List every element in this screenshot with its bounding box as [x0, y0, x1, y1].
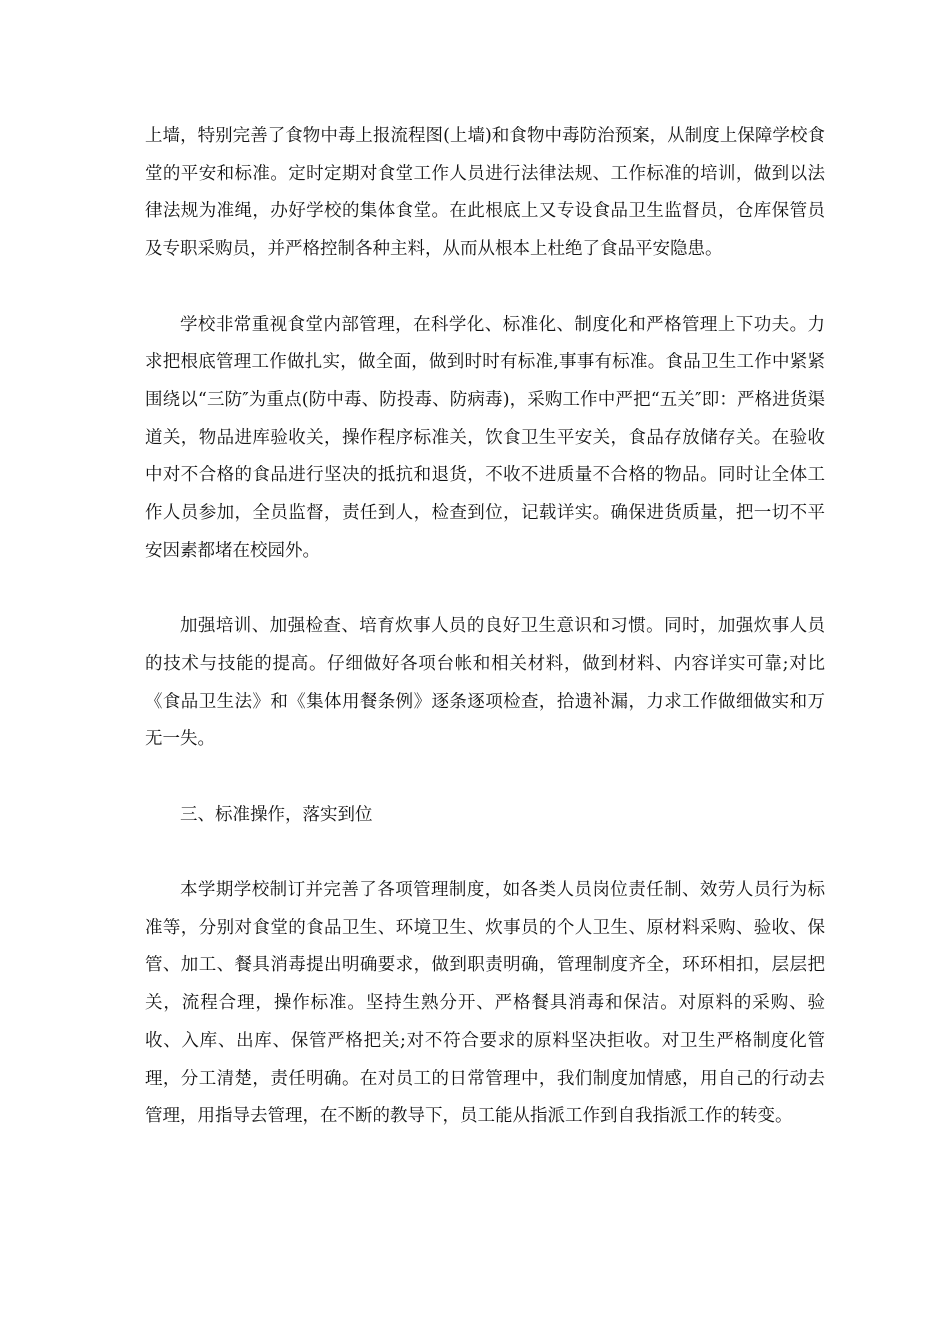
paragraph-continued: 上墙，特别完善了食物中毒上报流程图(上墙)和食物中毒防治预案，从制度上保障学校食堂的平安和标准。定时定期对食堂工作人员进行法律法规、工作标准的培训，做到以法律法规为准绳，办好学校的集体食堂。在此根底上又专设食品卫生监督员，仓库保管员及专职采购员，并严格控制各种主料，从而从根本上杜绝了食品平安隐患。 — [145, 126, 825, 260]
paragraph-gap — [145, 570, 825, 608]
paragraph-training: 加强培训、加强检查、培育炊事人员的良好卫生意识和习惯。同时，加强炊事人员的技术与技能的提高。仔细做好各项台帐和相关材料，做到材料、内容详实可靠;对比《食品卫生法》和《集体用餐条例》逐条逐项检查，拾遗补漏，力求工作做细做实和万无一失。 — [145, 616, 825, 750]
paragraph-gap — [145, 834, 825, 872]
paragraph-gap — [145, 269, 825, 307]
paragraph-gap — [145, 759, 825, 797]
paragraph-internal-management: 学校非常重视食堂内部管理，在科学化、标准化、制度化和严格管理上下功夫。力求把根底管理工作做扎实，做全面，做到时时有标准,事事有标准。食品卫生工作中紧紧围绕以“三防″为重点(防中毒、防投毒、防病毒)，采购工作中严把“五关″即：严格进货渠道关，物品进库验收关，操作程序标准关，饮食卫生平安关，食品存放储存关。在验收中对不合格的食品进行坚决的抵抗和退货，不收不进质量不合格的物品。同时让全体工作人员参加，全员监督，责任到人，检查到位，记载详实。确保进货质量，把一切不平安因素都堵在校园外。 — [145, 314, 825, 561]
section-heading: 三、标准操作，落实到位 — [180, 804, 373, 825]
paragraph-standard-operation: 本学期学校制订并完善了各项管理制度，如各类人员岗位责任制、效劳人员行为标准等，分别对食堂的食品卫生、环境卫生、炊事员的个人卫生、原材料采购、验收、保管、加工、餐具消毒提出明确要求，做到职责明确，管理制度齐全，环环相扣，层层把关，流程合理，操作标准。坚持生熟分开、严格餐具消毒和保洁。对原料的采购、验收、入库、出库、保管严格把关;对不符合要求的原料坚决拒收。对卫生严格制度化管理，分工清楚，责任明确。在对员工的日常管理中，我们制度加情感，用自己的行动去管理，用指导去管理，在不断的教导下，员工能从指派工作到自我指派工作的转变。 — [145, 880, 825, 1127]
document-body — [145, 118, 825, 1136]
